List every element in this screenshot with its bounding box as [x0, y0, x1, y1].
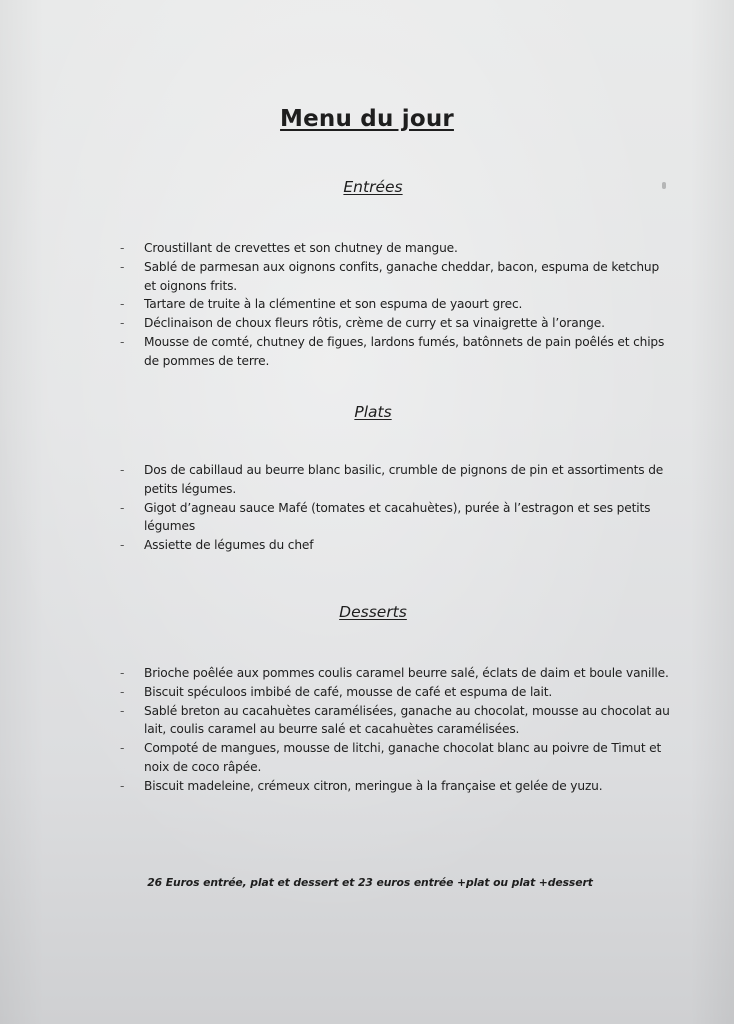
- list-item: - Assiette de légumes du chef: [0, 536, 734, 555]
- bullet-dash: -: [120, 666, 125, 680]
- bullet-dash: -: [120, 778, 125, 793]
- bullet-dash: -: [120, 259, 125, 274]
- page-title: Menu du jour: [280, 106, 454, 132]
- list-item: - Mousse de comté, chutney de figues, lardons fumés, batônnets de pain poêlés et chips de pommes de terre.: [120, 334, 665, 368]
- list-item: - Tartare de truite à la clémentine et son espuma de yaourt grec.: [0, 295, 734, 314]
- bullet-dash: -: [120, 463, 125, 477]
- section-heading-plats: Plats: [354, 403, 392, 421]
- list-item: - Dos de cabillaud au beurre blanc basilic, crumble de pignons de pin et assortiments de petits légumes.: [120, 463, 664, 496]
- bullet-dash: -: [120, 297, 125, 312]
- bullet-dash: -: [120, 241, 125, 255]
- price-footer: 26 Euros entrée, plat et dessert et 23 euros entrée +plat ou plat +dessert: [147, 876, 593, 889]
- section-heading-desserts: Desserts: [339, 603, 407, 621]
- list-item: - Sablé de parmesan aux oignons confits, ganache cheddar, bacon, espuma de ketchup et oignons frits.: [120, 259, 660, 293]
- bullet-dash: -: [120, 741, 125, 756]
- list-item: - Croustillant de crevettes et son chutney de mangue.: [0, 239, 734, 258]
- bullet-dash: -: [120, 334, 125, 349]
- bullet-dash: -: [120, 538, 125, 553]
- plats-list: [0, 461, 734, 555]
- bullet-dash: -: [120, 500, 125, 515]
- section-heading-entrees: Entrées: [343, 178, 403, 196]
- bullet-dash: -: [120, 684, 125, 699]
- list-item: - Brioche poêlée aux pommes coulis caramel beurre salé, éclats de daim et boule vanille.: [0, 664, 734, 683]
- list-item: - Déclinaison de choux fleurs rôtis, crème de curry et sa vinaigrette à l’orange.: [0, 314, 734, 333]
- list-item: - Sablé breton au cacahuètes caramélisées, ganache au chocolat, mousse au chocolat au lait, coulis caramel au beurre salé et cacahuètes caramélisées.: [120, 703, 670, 737]
- list-item: - Compoté de mangues, mousse de litchi, ganache chocolat blanc au poivre de Timut et noix de coco râpée.: [120, 741, 662, 774]
- list-item: - Biscuit madeleine, crémeux citron, meringue à la française et gelée de yuzu.: [0, 777, 734, 796]
- desserts-list: [0, 664, 734, 796]
- bullet-dash: -: [120, 316, 125, 331]
- entrees-list: [0, 239, 734, 371]
- list-item: - Biscuit spéculoos imbibé de café, mousse de café et espuma de lait.: [0, 683, 734, 702]
- bullet-dash: -: [120, 703, 125, 718]
- list-item: - Gigot d’agneau sauce Mafé (tomates et cacahuètes), purée à l’estragon et ses petits légumes: [120, 500, 651, 534]
